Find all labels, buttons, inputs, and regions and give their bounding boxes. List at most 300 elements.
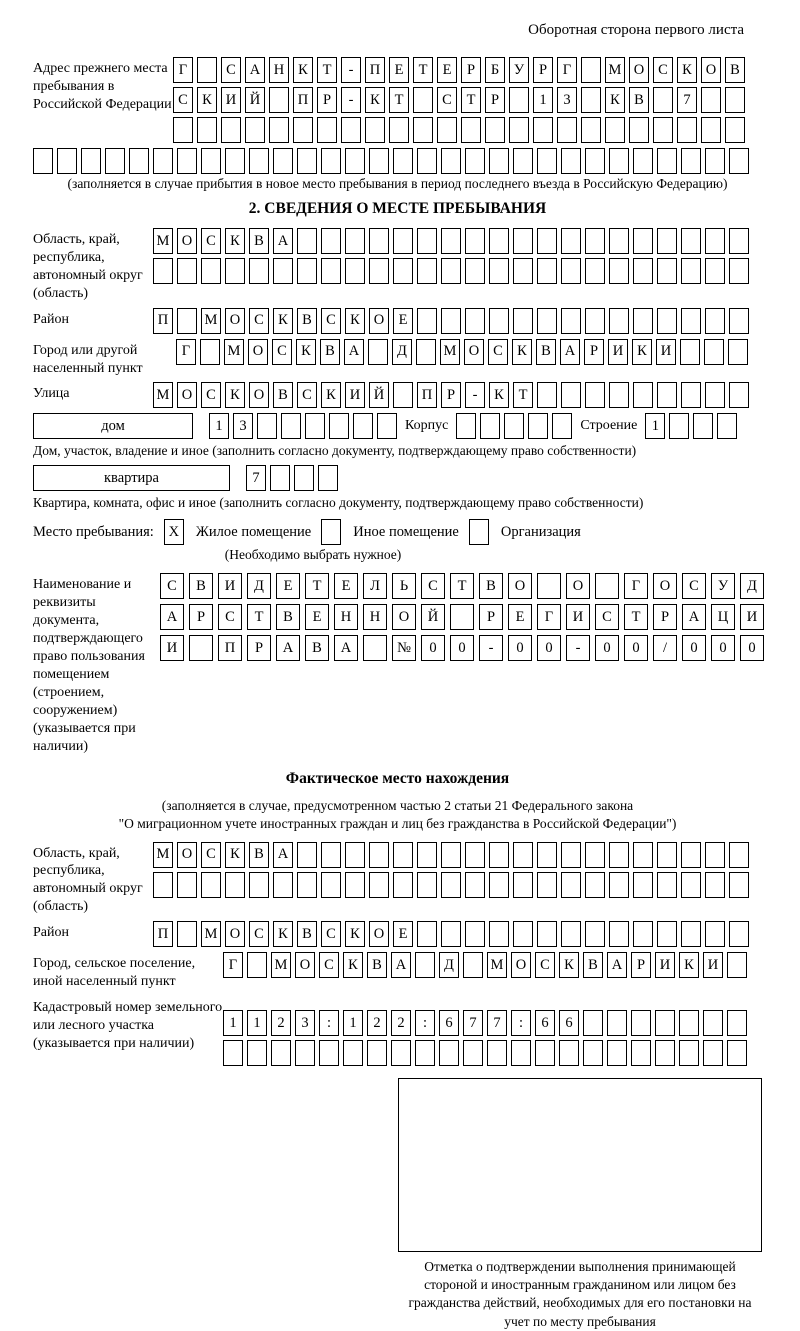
char-cell[interactable] bbox=[609, 842, 629, 868]
char-cell[interactable] bbox=[561, 148, 581, 174]
char-cell[interactable]: А bbox=[245, 57, 265, 83]
char-cell[interactable]: 0 bbox=[624, 635, 648, 661]
char-cell[interactable]: 1 bbox=[343, 1010, 363, 1036]
char-cell[interactable] bbox=[607, 1010, 627, 1036]
char-cell[interactable] bbox=[509, 117, 529, 143]
char-cell[interactable]: С bbox=[173, 87, 193, 113]
char-cell[interactable] bbox=[415, 1040, 435, 1066]
char-cell[interactable] bbox=[559, 1040, 579, 1066]
char-cell[interactable] bbox=[653, 87, 673, 113]
char-cell[interactable]: С bbox=[221, 57, 241, 83]
char-cell[interactable] bbox=[153, 258, 173, 284]
char-cell[interactable] bbox=[528, 413, 548, 439]
char-cell[interactable] bbox=[415, 952, 435, 978]
char-cell[interactable] bbox=[657, 382, 677, 408]
char-cell[interactable]: А bbox=[160, 604, 184, 630]
char-cell[interactable] bbox=[728, 339, 748, 365]
char-cell[interactable] bbox=[609, 148, 629, 174]
char-cell[interactable] bbox=[585, 382, 605, 408]
char-cell[interactable]: Р bbox=[247, 635, 271, 661]
char-cell[interactable] bbox=[81, 148, 101, 174]
char-cell[interactable]: 7 bbox=[246, 465, 266, 491]
char-cell[interactable] bbox=[705, 228, 725, 254]
char-cell[interactable] bbox=[609, 382, 629, 408]
char-cell[interactable]: К bbox=[343, 952, 363, 978]
char-cell[interactable]: К bbox=[345, 921, 365, 947]
char-cell[interactable] bbox=[725, 87, 745, 113]
char-cell[interactable]: В bbox=[297, 308, 317, 334]
char-cell[interactable] bbox=[189, 635, 213, 661]
char-cell[interactable] bbox=[489, 228, 509, 254]
char-cell[interactable]: М bbox=[153, 842, 173, 868]
char-cell[interactable]: В bbox=[583, 952, 603, 978]
char-cell[interactable] bbox=[633, 228, 653, 254]
char-cell[interactable] bbox=[456, 413, 476, 439]
char-cell[interactable]: Д bbox=[740, 573, 764, 599]
char-cell[interactable]: 1 bbox=[645, 413, 665, 439]
char-cell[interactable] bbox=[293, 117, 313, 143]
char-cell[interactable] bbox=[633, 382, 653, 408]
char-cell[interactable] bbox=[441, 258, 461, 284]
char-cell[interactable] bbox=[581, 87, 601, 113]
char-cell[interactable] bbox=[465, 921, 485, 947]
char-cell[interactable] bbox=[681, 842, 701, 868]
char-cell[interactable] bbox=[581, 57, 601, 83]
char-cell[interactable]: М bbox=[153, 228, 173, 254]
char-cell[interactable] bbox=[345, 228, 365, 254]
char-cell[interactable] bbox=[705, 921, 725, 947]
char-cell[interactable]: Р bbox=[317, 87, 337, 113]
char-cell[interactable] bbox=[247, 952, 267, 978]
char-cell[interactable]: С bbox=[437, 87, 457, 113]
char-cell[interactable] bbox=[487, 1040, 507, 1066]
char-cell[interactable]: 6 bbox=[559, 1010, 579, 1036]
char-cell[interactable]: К bbox=[225, 228, 245, 254]
char-cell[interactable]: 3 bbox=[295, 1010, 315, 1036]
char-cell[interactable]: М bbox=[271, 952, 291, 978]
char-cell[interactable] bbox=[537, 921, 557, 947]
char-cell[interactable]: О bbox=[295, 952, 315, 978]
char-cell[interactable] bbox=[633, 148, 653, 174]
char-cell[interactable] bbox=[369, 842, 389, 868]
checkbox-zhiloe[interactable]: X bbox=[164, 519, 184, 545]
char-cell[interactable]: О bbox=[566, 573, 590, 599]
char-cell[interactable] bbox=[249, 148, 269, 174]
char-cell[interactable]: У bbox=[509, 57, 529, 83]
char-cell[interactable]: / bbox=[653, 635, 677, 661]
char-cell[interactable] bbox=[701, 87, 721, 113]
char-cell[interactable]: К bbox=[225, 382, 245, 408]
char-cell[interactable] bbox=[416, 339, 436, 365]
char-cell[interactable] bbox=[489, 148, 509, 174]
char-cell[interactable] bbox=[537, 258, 557, 284]
char-cell[interactable] bbox=[441, 228, 461, 254]
char-cell[interactable]: П bbox=[153, 308, 173, 334]
char-cell[interactable] bbox=[439, 1040, 459, 1066]
char-cell[interactable]: И bbox=[608, 339, 628, 365]
char-cell[interactable] bbox=[633, 921, 653, 947]
char-cell[interactable]: О bbox=[225, 921, 245, 947]
char-cell[interactable] bbox=[177, 872, 197, 898]
char-cell[interactable] bbox=[561, 872, 581, 898]
char-cell[interactable] bbox=[368, 339, 388, 365]
char-cell[interactable] bbox=[693, 413, 713, 439]
char-cell[interactable]: У bbox=[711, 573, 735, 599]
char-cell[interactable] bbox=[485, 117, 505, 143]
char-cell[interactable]: И bbox=[740, 604, 764, 630]
char-cell[interactable] bbox=[729, 258, 749, 284]
char-cell[interactable]: К bbox=[632, 339, 652, 365]
char-cell[interactable]: 2 bbox=[271, 1010, 291, 1036]
char-cell[interactable] bbox=[681, 872, 701, 898]
char-cell[interactable] bbox=[729, 921, 749, 947]
char-cell[interactable] bbox=[393, 258, 413, 284]
char-cell[interactable] bbox=[681, 921, 701, 947]
char-cell[interactable] bbox=[305, 413, 325, 439]
char-cell[interactable] bbox=[511, 1040, 531, 1066]
char-cell[interactable] bbox=[201, 148, 221, 174]
char-cell[interactable]: 0 bbox=[508, 635, 532, 661]
char-cell[interactable] bbox=[297, 148, 317, 174]
char-cell[interactable] bbox=[513, 148, 533, 174]
char-cell[interactable]: Г bbox=[557, 57, 577, 83]
char-cell[interactable] bbox=[704, 339, 724, 365]
char-cell[interactable]: С bbox=[272, 339, 292, 365]
char-cell[interactable]: Й bbox=[245, 87, 265, 113]
char-cell[interactable] bbox=[450, 604, 474, 630]
apartment-type-box[interactable]: квартира bbox=[33, 465, 230, 491]
char-cell[interactable] bbox=[581, 117, 601, 143]
char-cell[interactable] bbox=[129, 148, 149, 174]
char-cell[interactable] bbox=[417, 921, 437, 947]
char-cell[interactable]: 3 bbox=[233, 413, 253, 439]
char-cell[interactable]: Р bbox=[479, 604, 503, 630]
char-cell[interactable] bbox=[679, 1040, 699, 1066]
char-cell[interactable] bbox=[465, 228, 485, 254]
char-cell[interactable]: С bbox=[319, 952, 339, 978]
char-cell[interactable]: А bbox=[334, 635, 358, 661]
char-cell[interactable] bbox=[297, 842, 317, 868]
char-cell[interactable] bbox=[177, 258, 197, 284]
char-cell[interactable] bbox=[345, 148, 365, 174]
char-cell[interactable]: № bbox=[392, 635, 416, 661]
char-cell[interactable] bbox=[537, 573, 561, 599]
char-cell[interactable] bbox=[441, 308, 461, 334]
char-cell[interactable]: О bbox=[369, 921, 389, 947]
char-cell[interactable] bbox=[318, 465, 338, 491]
char-cell[interactable] bbox=[343, 1040, 363, 1066]
char-cell[interactable]: Д bbox=[439, 952, 459, 978]
char-cell[interactable] bbox=[513, 258, 533, 284]
char-cell[interactable] bbox=[345, 258, 365, 284]
char-cell[interactable]: П bbox=[417, 382, 437, 408]
char-cell[interactable] bbox=[537, 842, 557, 868]
char-cell[interactable]: К bbox=[559, 952, 579, 978]
char-cell[interactable] bbox=[561, 842, 581, 868]
char-cell[interactable] bbox=[225, 148, 245, 174]
char-cell[interactable]: 2 bbox=[391, 1010, 411, 1036]
char-cell[interactable] bbox=[281, 413, 301, 439]
char-cell[interactable] bbox=[725, 117, 745, 143]
char-cell[interactable] bbox=[633, 872, 653, 898]
char-cell[interactable] bbox=[513, 872, 533, 898]
char-cell[interactable]: К bbox=[365, 87, 385, 113]
char-cell[interactable] bbox=[557, 117, 577, 143]
char-cell[interactable] bbox=[585, 308, 605, 334]
char-cell[interactable] bbox=[437, 117, 457, 143]
char-cell[interactable]: Г bbox=[173, 57, 193, 83]
char-cell[interactable]: О bbox=[177, 228, 197, 254]
char-cell[interactable] bbox=[657, 228, 677, 254]
char-cell[interactable] bbox=[345, 872, 365, 898]
char-cell[interactable] bbox=[297, 872, 317, 898]
char-cell[interactable] bbox=[489, 842, 509, 868]
char-cell[interactable] bbox=[365, 117, 385, 143]
char-cell[interactable] bbox=[727, 1010, 747, 1036]
char-cell[interactable] bbox=[657, 872, 677, 898]
char-cell[interactable]: Е bbox=[437, 57, 457, 83]
char-cell[interactable] bbox=[249, 872, 269, 898]
char-cell[interactable] bbox=[317, 117, 337, 143]
char-cell[interactable]: В bbox=[629, 87, 649, 113]
char-cell[interactable]: Е bbox=[508, 604, 532, 630]
char-cell[interactable] bbox=[607, 1040, 627, 1066]
char-cell[interactable] bbox=[341, 117, 361, 143]
char-cell[interactable]: - bbox=[341, 87, 361, 113]
char-cell[interactable]: О bbox=[653, 573, 677, 599]
char-cell[interactable] bbox=[353, 413, 373, 439]
char-cell[interactable]: С bbox=[682, 573, 706, 599]
char-cell[interactable] bbox=[609, 228, 629, 254]
char-cell[interactable]: И bbox=[160, 635, 184, 661]
char-cell[interactable]: В bbox=[189, 573, 213, 599]
char-cell[interactable]: Р bbox=[189, 604, 213, 630]
char-cell[interactable] bbox=[273, 258, 293, 284]
char-cell[interactable]: Р bbox=[584, 339, 604, 365]
char-cell[interactable] bbox=[321, 228, 341, 254]
char-cell[interactable]: Е bbox=[393, 308, 413, 334]
char-cell[interactable] bbox=[605, 117, 625, 143]
char-cell[interactable] bbox=[417, 872, 437, 898]
char-cell[interactable]: Т bbox=[461, 87, 481, 113]
char-cell[interactable]: В bbox=[479, 573, 503, 599]
char-cell[interactable]: О bbox=[369, 308, 389, 334]
char-cell[interactable]: П bbox=[293, 87, 313, 113]
char-cell[interactable]: 7 bbox=[463, 1010, 483, 1036]
char-cell[interactable] bbox=[389, 117, 409, 143]
char-cell[interactable]: 3 bbox=[557, 87, 577, 113]
char-cell[interactable] bbox=[513, 228, 533, 254]
char-cell[interactable] bbox=[513, 308, 533, 334]
char-cell[interactable]: В bbox=[536, 339, 556, 365]
char-cell[interactable]: 0 bbox=[537, 635, 561, 661]
checkbox-inoe[interactable] bbox=[321, 519, 341, 545]
char-cell[interactable]: О bbox=[249, 382, 269, 408]
char-cell[interactable] bbox=[249, 258, 269, 284]
char-cell[interactable]: А bbox=[276, 635, 300, 661]
char-cell[interactable]: С bbox=[653, 57, 673, 83]
char-cell[interactable] bbox=[729, 842, 749, 868]
char-cell[interactable]: С bbox=[249, 921, 269, 947]
char-cell[interactable] bbox=[504, 413, 524, 439]
char-cell[interactable] bbox=[633, 842, 653, 868]
char-cell[interactable]: К bbox=[273, 308, 293, 334]
char-cell[interactable] bbox=[585, 842, 605, 868]
char-cell[interactable]: К bbox=[345, 308, 365, 334]
char-cell[interactable] bbox=[377, 413, 397, 439]
char-cell[interactable]: М bbox=[153, 382, 173, 408]
char-cell[interactable]: О bbox=[177, 382, 197, 408]
char-cell[interactable]: В bbox=[249, 842, 269, 868]
char-cell[interactable] bbox=[561, 228, 581, 254]
char-cell[interactable] bbox=[369, 258, 389, 284]
char-cell[interactable] bbox=[273, 148, 293, 174]
char-cell[interactable] bbox=[703, 1040, 723, 1066]
char-cell[interactable] bbox=[729, 872, 749, 898]
char-cell[interactable] bbox=[105, 148, 125, 174]
char-cell[interactable]: Р bbox=[533, 57, 553, 83]
char-cell[interactable]: С bbox=[218, 604, 242, 630]
char-cell[interactable]: П bbox=[365, 57, 385, 83]
char-cell[interactable] bbox=[271, 1040, 291, 1066]
char-cell[interactable]: В bbox=[305, 635, 329, 661]
char-cell[interactable]: Т bbox=[389, 87, 409, 113]
char-cell[interactable] bbox=[369, 872, 389, 898]
char-cell[interactable]: - bbox=[341, 57, 361, 83]
char-cell[interactable] bbox=[200, 339, 220, 365]
char-cell[interactable] bbox=[655, 1010, 675, 1036]
checkbox-organizatsiya[interactable] bbox=[469, 519, 489, 545]
char-cell[interactable] bbox=[537, 148, 557, 174]
char-cell[interactable] bbox=[465, 842, 485, 868]
char-cell[interactable]: П bbox=[218, 635, 242, 661]
char-cell[interactable] bbox=[705, 308, 725, 334]
char-cell[interactable] bbox=[369, 148, 389, 174]
char-cell[interactable]: О bbox=[248, 339, 268, 365]
char-cell[interactable]: А bbox=[391, 952, 411, 978]
char-cell[interactable]: М bbox=[487, 952, 507, 978]
char-cell[interactable] bbox=[537, 872, 557, 898]
char-cell[interactable]: П bbox=[153, 921, 173, 947]
char-cell[interactable]: Ь bbox=[392, 573, 416, 599]
char-cell[interactable]: К bbox=[605, 87, 625, 113]
char-cell[interactable]: С bbox=[321, 921, 341, 947]
char-cell[interactable]: К bbox=[677, 57, 697, 83]
char-cell[interactable]: К bbox=[273, 921, 293, 947]
char-cell[interactable] bbox=[270, 465, 290, 491]
char-cell[interactable]: К bbox=[489, 382, 509, 408]
char-cell[interactable] bbox=[537, 382, 557, 408]
char-cell[interactable] bbox=[273, 872, 293, 898]
char-cell[interactable]: Р bbox=[631, 952, 651, 978]
char-cell[interactable]: Й bbox=[369, 382, 389, 408]
char-cell[interactable] bbox=[369, 228, 389, 254]
char-cell[interactable] bbox=[705, 258, 725, 284]
char-cell[interactable] bbox=[367, 1040, 387, 1066]
char-cell[interactable] bbox=[321, 872, 341, 898]
char-cell[interactable] bbox=[489, 872, 509, 898]
char-cell[interactable]: 1 bbox=[533, 87, 553, 113]
char-cell[interactable]: С bbox=[488, 339, 508, 365]
char-cell[interactable]: 6 bbox=[439, 1010, 459, 1036]
char-cell[interactable]: Б bbox=[485, 57, 505, 83]
char-cell[interactable] bbox=[609, 872, 629, 898]
char-cell[interactable] bbox=[552, 413, 572, 439]
char-cell[interactable]: 1 bbox=[223, 1010, 243, 1036]
char-cell[interactable] bbox=[269, 87, 289, 113]
char-cell[interactable]: Л bbox=[363, 573, 387, 599]
char-cell[interactable] bbox=[461, 117, 481, 143]
char-cell[interactable] bbox=[245, 117, 265, 143]
char-cell[interactable] bbox=[489, 921, 509, 947]
char-cell[interactable] bbox=[297, 228, 317, 254]
char-cell[interactable] bbox=[321, 258, 341, 284]
char-cell[interactable]: В bbox=[276, 604, 300, 630]
char-cell[interactable]: Г bbox=[223, 952, 243, 978]
char-cell[interactable] bbox=[561, 258, 581, 284]
char-cell[interactable] bbox=[225, 258, 245, 284]
char-cell[interactable]: К bbox=[679, 952, 699, 978]
char-cell[interactable]: Т bbox=[305, 573, 329, 599]
char-cell[interactable]: К bbox=[225, 842, 245, 868]
char-cell[interactable] bbox=[465, 258, 485, 284]
char-cell[interactable]: Т bbox=[624, 604, 648, 630]
char-cell[interactable] bbox=[480, 413, 500, 439]
char-cell[interactable]: Ц bbox=[711, 604, 735, 630]
char-cell[interactable]: И bbox=[345, 382, 365, 408]
char-cell[interactable] bbox=[727, 1040, 747, 1066]
char-cell[interactable] bbox=[653, 117, 673, 143]
char-cell[interactable] bbox=[583, 1010, 603, 1036]
char-cell[interactable]: 0 bbox=[450, 635, 474, 661]
char-cell[interactable]: Е bbox=[305, 604, 329, 630]
char-cell[interactable]: В bbox=[367, 952, 387, 978]
char-cell[interactable]: В bbox=[725, 57, 745, 83]
char-cell[interactable] bbox=[657, 842, 677, 868]
char-cell[interactable] bbox=[585, 872, 605, 898]
char-cell[interactable]: С bbox=[297, 382, 317, 408]
char-cell[interactable]: К bbox=[296, 339, 316, 365]
char-cell[interactable]: И bbox=[566, 604, 590, 630]
char-cell[interactable]: В bbox=[320, 339, 340, 365]
char-cell[interactable]: 0 bbox=[595, 635, 619, 661]
char-cell[interactable] bbox=[363, 635, 387, 661]
char-cell[interactable] bbox=[201, 258, 221, 284]
char-cell[interactable] bbox=[703, 1010, 723, 1036]
char-cell[interactable]: О bbox=[511, 952, 531, 978]
char-cell[interactable]: 6 bbox=[535, 1010, 555, 1036]
char-cell[interactable]: - bbox=[566, 635, 590, 661]
char-cell[interactable] bbox=[321, 842, 341, 868]
char-cell[interactable] bbox=[681, 228, 701, 254]
char-cell[interactable] bbox=[321, 148, 341, 174]
char-cell[interactable]: Т bbox=[317, 57, 337, 83]
char-cell[interactable] bbox=[33, 148, 53, 174]
char-cell[interactable] bbox=[669, 413, 689, 439]
char-cell[interactable] bbox=[561, 308, 581, 334]
char-cell[interactable]: Т bbox=[413, 57, 433, 83]
char-cell[interactable] bbox=[417, 308, 437, 334]
char-cell[interactable]: С bbox=[535, 952, 555, 978]
char-cell[interactable] bbox=[221, 117, 241, 143]
char-cell[interactable] bbox=[413, 87, 433, 113]
char-cell[interactable]: О bbox=[701, 57, 721, 83]
char-cell[interactable] bbox=[583, 1040, 603, 1066]
char-cell[interactable]: И bbox=[703, 952, 723, 978]
char-cell[interactable] bbox=[701, 117, 721, 143]
char-cell[interactable] bbox=[393, 872, 413, 898]
char-cell[interactable] bbox=[657, 258, 677, 284]
